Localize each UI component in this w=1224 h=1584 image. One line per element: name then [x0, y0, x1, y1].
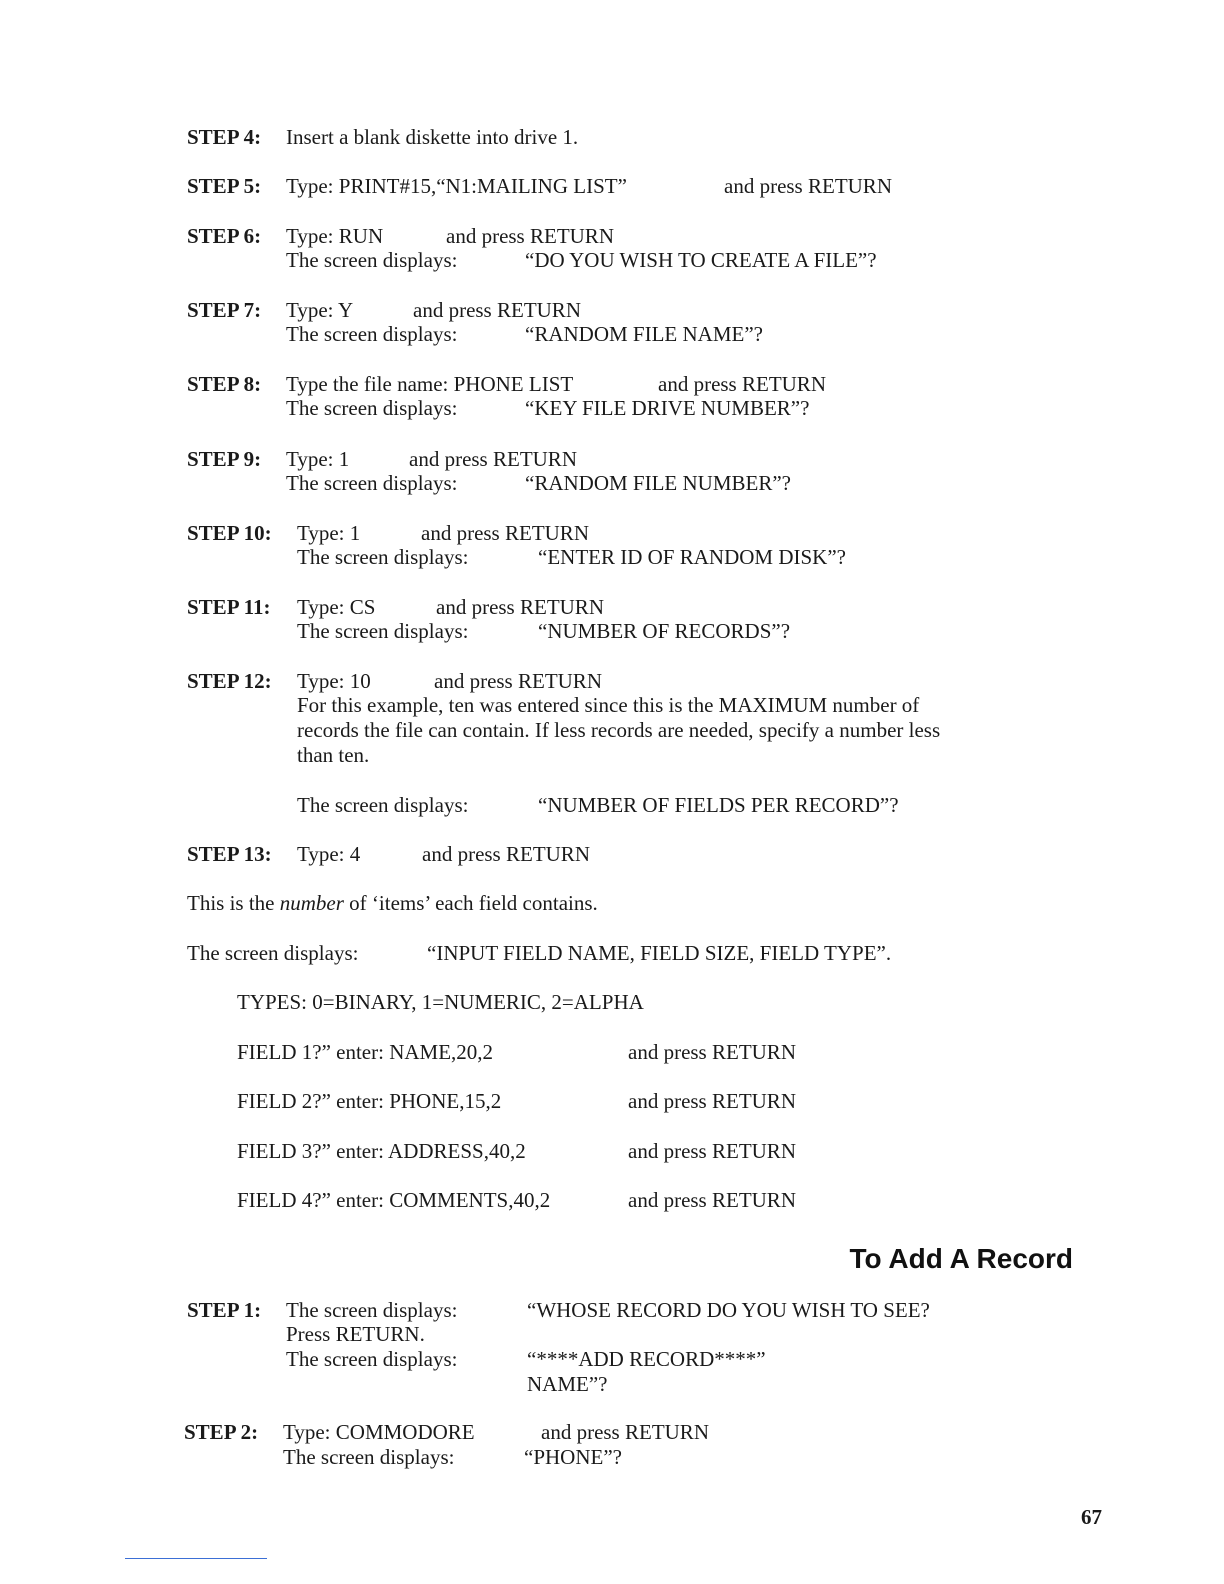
step-12-explanation-line-1: For this example, ten was entered since this is the MAXIMUM number of — [297, 693, 920, 717]
step-6-action: and press RETURN — [446, 224, 614, 248]
add-step-1-display-value-2: “****ADD RECORD****” — [527, 1347, 766, 1371]
step-8-display-value: “KEY FILE DRIVE NUMBER”? — [525, 396, 810, 420]
step-7-label: STEP 7: — [187, 298, 262, 322]
step-10-label: STEP 10: — [187, 521, 272, 545]
add-step-2-action: and press RETURN — [541, 1420, 709, 1444]
add-step-1-display-label-2: The screen displays: — [286, 1347, 458, 1371]
step-13-action: and press RETURN — [422, 842, 590, 866]
items-note — [187, 891, 598, 916]
step-11-command: Type: CS — [297, 595, 376, 619]
step-11-label: STEP 11: — [187, 595, 271, 619]
step-7-action: and press RETURN — [413, 298, 581, 322]
step-10-display-value: “ENTER ID OF RANDOM DISK”? — [538, 545, 846, 569]
field-4-prompt: FIELD 4?” enter: COMMENTS,40,2 — [237, 1188, 551, 1212]
step-5-action: and press RETURN — [724, 174, 892, 198]
field-2-prompt: FIELD 2?” enter: PHONE,15,2 — [237, 1089, 502, 1113]
add-step-1-display-label: The screen displays: — [286, 1298, 458, 1322]
add-step-2-display-value: “PHONE”? — [524, 1445, 622, 1469]
step-10-display-label: The screen displays: — [297, 545, 469, 569]
step-9-action: and press RETURN — [409, 447, 577, 471]
step-10-action: and press RETURN — [421, 521, 589, 545]
step-12-explanation-line-3: than ten. — [297, 743, 370, 767]
step-11-display-value: “NUMBER OF RECORDS”? — [538, 619, 791, 643]
step-10-command: Type: 1 — [297, 521, 361, 545]
step-8-command: Type the file name: PHONE LIST — [286, 372, 574, 396]
items-note-emphasis: number — [279, 891, 344, 915]
types-line: TYPES: 0=BINARY, 1=NUMERIC, 2=ALPHA — [237, 990, 644, 1014]
step-9-display-value: “RANDOM FILE NUMBER”? — [525, 471, 791, 495]
field-1-prompt: FIELD 1?” enter: NAME,20,2 — [237, 1040, 494, 1064]
step-6-display-label: The screen displays: — [286, 248, 458, 272]
step-12-explanation-line-2: records the file can contain. If less records are needed, specify a number less — [297, 718, 941, 742]
step-12-display-value: “NUMBER OF FIELDS PER RECORD”? — [538, 793, 899, 817]
step-12-action: and press RETURN — [434, 669, 602, 693]
step-8-label: STEP 8: — [187, 372, 262, 396]
step-6-command: Type: RUN — [286, 224, 384, 248]
step-6-label: STEP 6: — [187, 224, 262, 248]
step-7-display-label: The screen displays: — [286, 322, 458, 346]
step-4-label: STEP 4: — [187, 125, 262, 149]
field-2-action: and press RETURN — [628, 1089, 796, 1113]
section-heading: To Add A Record — [849, 1243, 1073, 1274]
step-6-display-value: “DO YOU WISH TO CREATE A FILE”? — [525, 248, 877, 272]
step-12-label: STEP 12: — [187, 669, 272, 693]
footer-rule — [125, 1558, 267, 1559]
add-step-1-name-prompt: NAME”? — [527, 1372, 608, 1396]
items-note-after: of ‘items’ each field contains. — [343, 891, 598, 915]
field-3-prompt: FIELD 3?” enter: ADDRESS,40,2 — [237, 1139, 526, 1163]
step-9-command: Type: 1 — [286, 447, 350, 471]
step-13-command: Type: 4 — [297, 842, 361, 866]
add-step-2-label: STEP 2: — [184, 1420, 259, 1444]
step-8-display-label: The screen displays: — [286, 396, 458, 420]
add-step-1-press-return: Press RETURN. — [286, 1322, 425, 1346]
step-4-text: Insert a blank diskette into drive 1. — [286, 125, 579, 149]
step-13-label: STEP 13: — [187, 842, 272, 866]
step-9-label: STEP 9: — [187, 447, 262, 471]
input-field-display-label: The screen displays: — [187, 941, 359, 965]
items-note-before: This is the — [187, 891, 280, 915]
step-8-action: and press RETURN — [658, 372, 826, 396]
step-11-action: and press RETURN — [436, 595, 604, 619]
step-7-command: Type: Y — [286, 298, 354, 322]
step-5-label: STEP 5: — [187, 174, 262, 198]
step-11-display-label: The screen displays: — [297, 619, 469, 643]
step-9-display-label: The screen displays: — [286, 471, 458, 495]
field-4-action: and press RETURN — [628, 1188, 796, 1212]
step-12-command: Type: 10 — [297, 669, 371, 693]
step-12-display-label: The screen displays: — [297, 793, 469, 817]
page-number: 67 — [1081, 1505, 1102, 1529]
add-step-1-display-value: “WHOSE RECORD DO YOU WISH TO SEE? — [527, 1298, 930, 1322]
add-step-2-display-label: The screen displays: — [283, 1445, 455, 1469]
step-5-command: Type: PRINT#15,“N1:MAILING LIST” — [286, 174, 627, 198]
field-3-action: and press RETURN — [628, 1139, 796, 1163]
add-step-2-command: Type: COMMODORE — [283, 1420, 475, 1444]
step-7-display-value: “RANDOM FILE NAME”? — [525, 322, 763, 346]
input-field-display-value: “INPUT FIELD NAME, FIELD SIZE, FIELD TYPE”. — [427, 941, 892, 965]
field-1-action: and press RETURN — [628, 1040, 796, 1064]
add-step-1-label: STEP 1: — [187, 1298, 262, 1322]
